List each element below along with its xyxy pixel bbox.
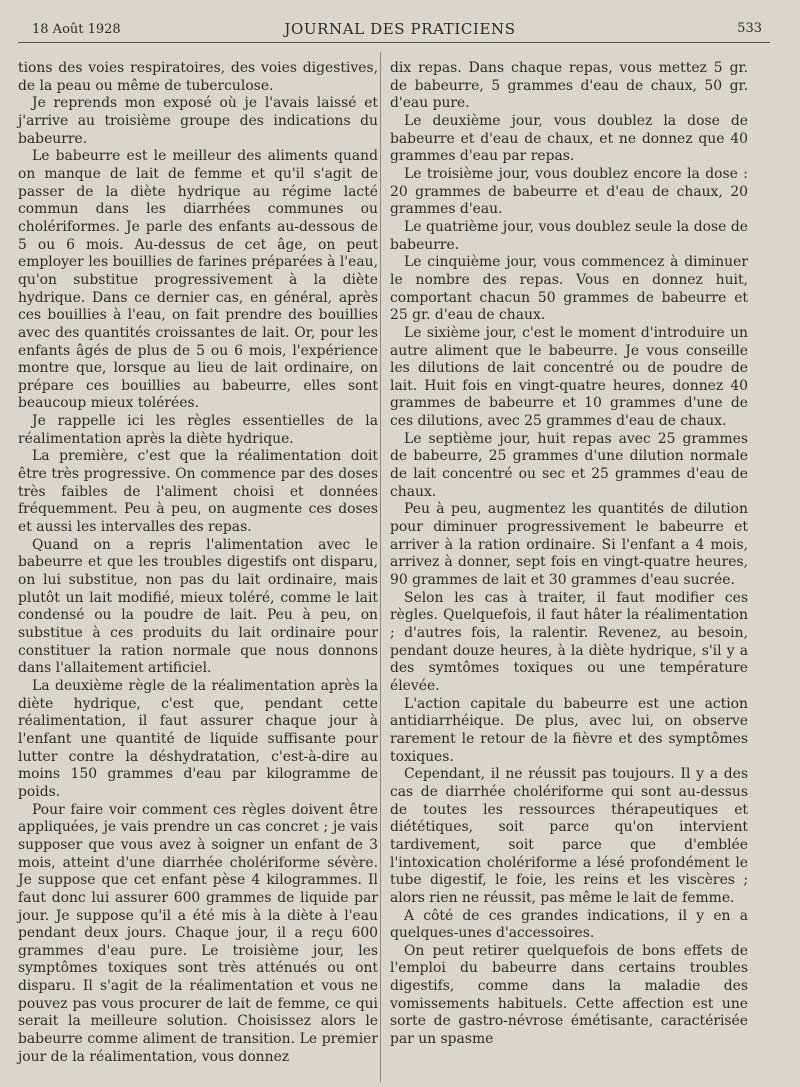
paragraph: La première, c'est que la réalimentation doit être très progressive. On commence par des doses très faibles de l'aliment choisi et données fréquemment. Peu à peu, on augmente ces doses et aussi les intervalles des repas. xyxy=(18,448,378,536)
paragraph: Le sixième jour, c'est le moment d'introduire un autre aliment que le babeurre. Je vous conseille les dilutions de lait concentré ou de poudre de lait. Huit fois en vingt-quatre heures, donnez 40 grammes de babeurre et 10 grammes d'une de ces dilutions, avec 25 grammes d'eau de chaux. xyxy=(390,324,748,430)
paragraph: dix repas. Dans chaque repas, vous mettez 5 gr. de babeurre, 5 grammes d'eau de chaux, 50 gr. d'eau pure. xyxy=(390,60,748,112)
paragraph: Le cinquième jour, vous commencez à diminuer le nombre des repas. Vous en donnez huit, comportant chacun 50 grammes de babeurre et 25 gr. d'eau de chaux. xyxy=(390,254,748,324)
paragraph: Pour faire voir comment ces règles doivent être appliquées, je vais prendre un cas concret ; je vais supposer que vous avez à soigner un enfant de 3 mois, atteint d'une diarrhée cholériforme sévère. Je suppose que cet enfant pèse 4 kilogrammes. Il faut donc lui assurer 600 grammes de liquide par jour. Je suppose qu'il a été mis à la diète à l'eau pendant deux jours. Chaque jour, il a reçu 600 grammes d'eau pure. Le troisième jour, les symptômes toxiques sont très atténués ou ont disparu. Il s'agit de la réalimentation et vous ne pouvez pas vous procurer de lait de femme, ce qui serait la meilleure solution. Choisissez alors le babeurre comme aliment de transition. Le premier jour de la réalimentation, vous donnez xyxy=(18,801,378,1065)
paragraph: Selon les cas à traiter, il faut modifier ces règles. Quelquefois, il faut hâter la réalimentation ; d'autres fois, la ralentir. Revenez, au besoin, pendant douze heures, à la diète hydrique, s'il y a des symtômes toxiques ou une température élevée. xyxy=(390,589,748,694)
paragraph: Quand on a repris l'alimentation avec le babeurre et que les troubles digestifs ont disparu, on lui substitue, non pas du lait ordinaire, mais plutôt un lait modifié, mieux toléré, comme le lait condensé ou la poudre de lait. Peu à peu, on substitue à ces produits du lait ordinaire pour constituer la ration normale que nous donnons dans l'allaitement artificiel. xyxy=(18,536,378,677)
paragraph: Cependant, il ne réussit pas toujours. Il y a des cas de diarrhée cholériforme qui sont au-dessus de toutes les ressources thérapeutiques et diététiques, soit parce qu'on intervient tardivement, soit parce que d'emblée l'intoxication cholériforme a lésé profondément le tube digestif, le foie, les reins et les viscères ; alors rien ne réussit, pas même le lait de femme. xyxy=(390,766,748,906)
paragraph: Peu à peu, augmentez les quantités de dilution pour diminuer progressivement le babeurre et arriver à la ration ordinaire. Si l'enfant a 4 mois, arrivez à donner, sept fois en vingt-quatre heures, 90 grammes de lait et 30 grammes d'eau sucrée. xyxy=(390,501,748,589)
paragraph: A côté de ces grandes indications, il y en a quelques-unes d'accessoires. xyxy=(390,907,748,942)
paragraph: L'action capitale du babeurre est une action antidiarrhéique. De plus, avec lui, on observe rarement le retour de la fièvre et des symptômes toxiques. xyxy=(390,695,748,765)
paragraph: La deuxième règle de la réalimentation après la diète hydrique, c'est que, pendant cette réalimentation, il faut assurer chaque jour à l'enfant une quantité de liquide suffisante pour lutter contre la déshydratation, c'est-à-dire au moins 150 grammes d'eau par kilogramme de poids. xyxy=(18,677,378,800)
paragraph: Le quatrième jour, vous doublez seule la dose de babeurre. xyxy=(390,218,748,253)
issue-date: 18 Août 1928 xyxy=(32,22,121,37)
paragraph: On peut retirer quelquefois de bons effets de l'emploi du babeurre dans certains troubles digestifs, comme dans la maladie des vomissements habituels. Cette affection est une sorte de gastro-névrose émétisante, caractérisée par un spasme xyxy=(390,942,748,1048)
paragraph: tions des voies respiratoires, des voies digestives, de la peau ou même de tuberculose. xyxy=(18,60,378,94)
paragraph: Le deuxième jour, vous doublez la dose de babeurre et d'eau de chaux, et ne donnez que 40 grammes d'eau par repas. xyxy=(390,112,748,165)
right-column xyxy=(390,60,748,1049)
paragraph: Le septième jour, huit repas avec 25 grammes de babeurre, 25 grammes d'une dilution normale de lait concentré ou sec et 25 grammes d'eau de chaux. xyxy=(390,430,748,500)
page-number: 533 xyxy=(737,21,762,36)
paragraph: Je rappelle ici les règles essentielles de la réalimentation après la diète hydrique. xyxy=(18,413,378,447)
paragraph: Le babeurre est le meilleur des aliments quand on manque de lait de femme et qu'il s'agit de passer de la diète hydrique au régime lacté commun dans les diarrhées communes ou cholériformes. Je parle des enfants au-dessous de 5 ou 6 mois. Au-dessus de cet âge, on peut employer les bouillies de farines préparées à l'eau, qu'on substitue progressivement à la diète hydrique. Dans ce dernier cas, en général, après ces bouillies à l'eau, on fait prendre des bouillies avec des quantités croissantes de lait. Or, pour les enfants âgés de plus de 5 ou 6 mois, l'expérience montre que, lorsque au lieu de lait ordinaire, on prépare ces bouillies au babeurre, elles sont beaucoup mieux tolérées. xyxy=(18,148,378,412)
paragraph: Je reprends mon exposé où je l'avais laissé et j'arrive au troisième groupe des indications du babeurre. xyxy=(18,95,378,147)
header-rule xyxy=(18,42,770,43)
left-column xyxy=(18,60,378,1066)
page-header xyxy=(0,0,800,48)
paragraph: Le troisième jour, vous doublez encore la dose : 20 grammes de babeurre et d'eau de chaux, 20 grammes d'eau. xyxy=(390,165,748,218)
journal-title: JOURNAL DES PRATICIENS xyxy=(284,20,516,38)
column-divider xyxy=(380,52,381,1082)
